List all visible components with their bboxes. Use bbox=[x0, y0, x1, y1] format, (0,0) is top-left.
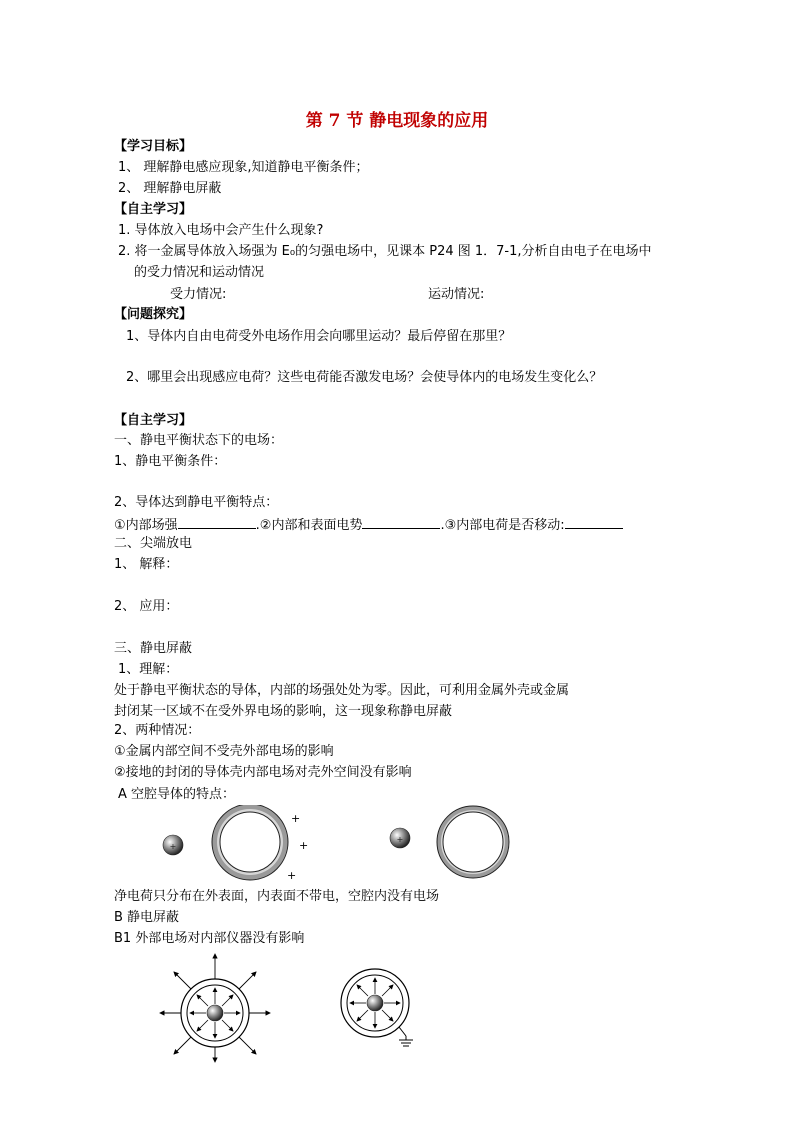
charged-sphere-right bbox=[390, 828, 410, 848]
ground-symbol bbox=[399, 1027, 413, 1046]
inquiry-q1: 1、导体内自由电荷受外电场作用会向哪里运动？最后停留在那里？ bbox=[126, 329, 512, 344]
part2-heading: 二、尖端放电 bbox=[114, 536, 193, 551]
charge-sign: + bbox=[169, 842, 177, 851]
cavity-description: 净电荷只分布在外表面，内表面不带电，空腔内没有电场 bbox=[114, 889, 440, 904]
page-title: 第 7 节 静电现象的应用 bbox=[305, 111, 489, 131]
self-study-q2-line2: 的受力情况和运动情况 bbox=[134, 265, 265, 280]
balance-condition: 1、静电平衡条件： bbox=[114, 454, 227, 469]
section-header-inquiry: 【问题探究】 bbox=[114, 307, 193, 322]
inquiry-q2: 2、哪里会出现感应电荷？这些电荷能否激发电场？会使导体内的电场发生变化么？ bbox=[126, 370, 603, 385]
shielding-b1: B1 外部电场对内部仪器没有影响 bbox=[114, 931, 305, 946]
cavity-conductor-figure bbox=[150, 805, 530, 885]
force-label: 受力情况: bbox=[170, 287, 227, 302]
part1-heading: 一、静电平衡状态下的电场： bbox=[114, 433, 284, 448]
grounded-shell-diagram bbox=[341, 969, 413, 1046]
induced-charge-sign-3: + bbox=[287, 869, 297, 882]
shield-para-line1: 处于静电平衡状态的导体，内部的场强处处为零。因此，可利用金属外壳或金属 bbox=[114, 683, 570, 698]
cavity-ring-left bbox=[212, 805, 288, 880]
blank-charge-move[interactable] bbox=[565, 515, 623, 529]
case-2: ②接地的封闭的导体壳内部电场对壳外空间没有影响 bbox=[114, 765, 412, 780]
explain-label: 1、 解释： bbox=[114, 557, 179, 572]
section-header-goals: 【学习目标】 bbox=[114, 139, 193, 154]
blank-potential[interactable] bbox=[362, 515, 440, 529]
fill-in-line bbox=[114, 515, 623, 535]
motion-label: 运动情况: bbox=[428, 287, 485, 302]
goal-item-1: 1、 理解静电感应现象,知道静电平衡条件； bbox=[118, 160, 369, 175]
fill-label-potential: .②内部和表面电势 bbox=[255, 518, 363, 533]
fill-label-field: ①内部场强 bbox=[114, 518, 178, 533]
fill-label-charge-move: .③内部电荷是否移动: bbox=[440, 518, 565, 533]
understand-label: 1、理解： bbox=[118, 662, 179, 677]
case-1: ①金属内部空间不受壳外部电场的影响 bbox=[114, 744, 334, 759]
two-cases-label: 2、两种情况： bbox=[114, 723, 201, 738]
induced-charge-sign-1: + bbox=[291, 812, 301, 825]
self-study-q1: 1. 导体放入电场中会产生什么现象? bbox=[118, 223, 324, 238]
section-header-self-study: 【自主学习】 bbox=[114, 202, 193, 217]
induced-charge-sign-2: + bbox=[299, 839, 309, 852]
balance-features: 2、导体达到静电平衡特点： bbox=[114, 495, 279, 510]
charge-sign-right: + bbox=[396, 835, 404, 844]
apply-label: 2、 应用： bbox=[114, 599, 179, 614]
cavity-ring-right bbox=[437, 806, 509, 878]
part3-heading: 三、静电屏蔽 bbox=[114, 641, 193, 656]
shielding-figure bbox=[150, 948, 430, 1068]
blank-field-strength[interactable] bbox=[178, 515, 256, 529]
goal-item-2: 2、 理解静电屏蔽 bbox=[118, 181, 222, 196]
section-header-self-study-2: 【自主学习】 bbox=[114, 413, 193, 428]
cavity-label: A 空腔导体的特点： bbox=[118, 787, 236, 802]
shielding-label: B 静电屏蔽 bbox=[114, 910, 180, 925]
self-study-q2-line1: 2. 将一金属导体放入场强为 E₀的匀强电场中，见课本 P24 图 1．7-1,分析自由电子在电场中 bbox=[118, 244, 652, 259]
ungrounded-shell-diagram bbox=[160, 954, 270, 1062]
shield-para-line2: 封闭某一区域不在受外界电场的影响，这一现象称静电屏蔽 bbox=[114, 704, 453, 719]
charged-sphere-left bbox=[163, 835, 183, 855]
